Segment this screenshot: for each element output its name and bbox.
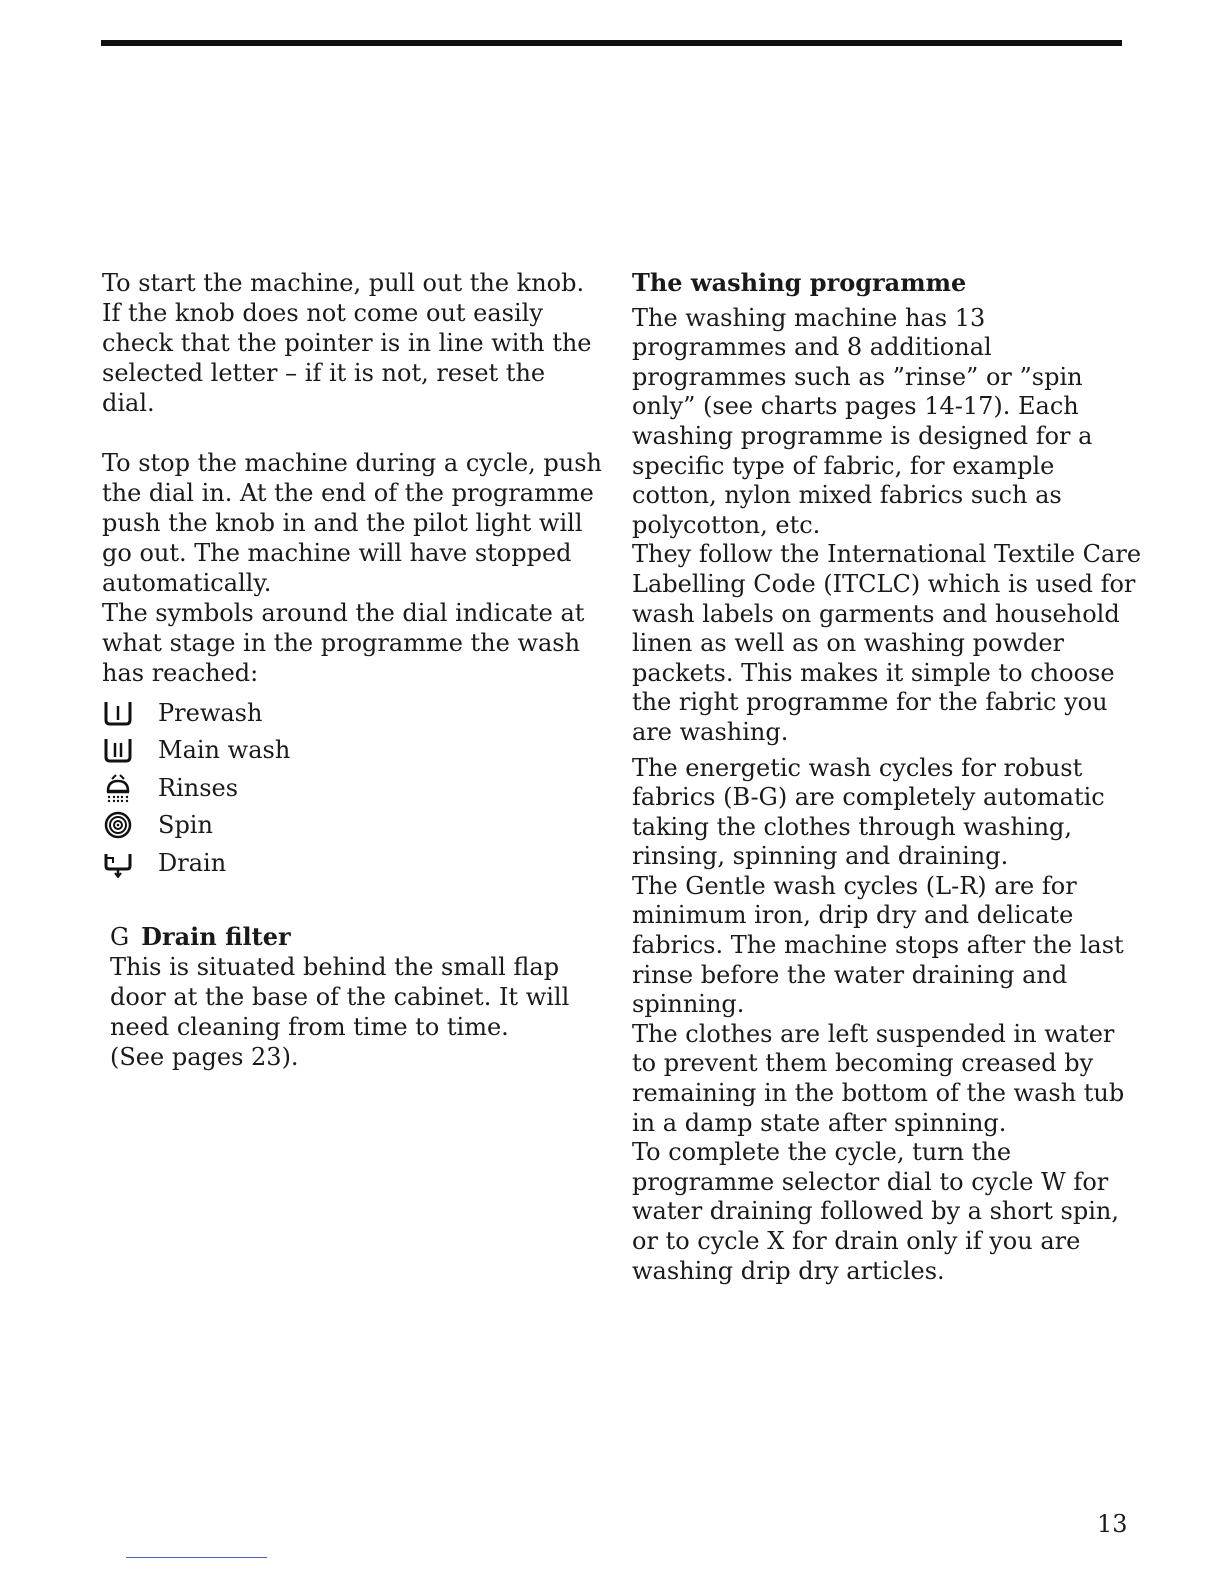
drain-filter-section (102, 922, 602, 1072)
main-wash-icon (102, 735, 142, 765)
programme-para-4: The Gentle wash cycles (L-R) are for minimum iron, drip dry and delicate fabrics. The machine stops after the last rinse before the water draining and spinning. (632, 871, 1124, 1019)
symbol-label: Prewash (158, 698, 263, 727)
para-stop: To stop the machine during a cycle, push the dial in. At the end of the programme push the knob in and the pilot light will go out. The machine will have stopped automatically. (102, 449, 603, 597)
page-number: 13 (1097, 1510, 1128, 1538)
symbol-spin (102, 807, 602, 845)
rinses-icon (102, 773, 142, 803)
programme-para-1: The washing machine has 13 programmes and 8 additional programmes such as ”rinse” or ”spin only” (see charts pages 14-17). Each washing programme is designed for a specific type of fabric, for example cotton, nylon mixed fabrics such as polycotton, etc. (632, 303, 1093, 539)
prewash-icon (102, 698, 142, 728)
bottom-rule (126, 1557, 267, 1558)
programme-para-2: They follow the International Textile Care Labelling Code (ITCLC) which is used for wash labels on garments and household linen as well as on washing powder packets. This makes it simple to choose the right programme for the fabric you are washing. (632, 540, 1142, 746)
programme-para-3: The energetic wash cycles for robust fabrics (B-G) are completely automatic taking the clothes through washing, rinsing, spinning and draining. (632, 753, 1105, 871)
symbol-rinses (102, 769, 602, 807)
top-rule (101, 40, 1122, 46)
drain-filter-letter: G (110, 922, 130, 951)
symbol-label: Main wash (158, 736, 291, 765)
drain-filter-text: This is situated behind the small flap door at the base of the cabinet. It will need cleaning from time to time. (110, 952, 570, 1041)
symbol-drain (102, 844, 602, 882)
drain-filter-reference: (See pages 23). (110, 1042, 299, 1071)
symbol-prewash (102, 694, 602, 732)
symbol-main-wash (102, 732, 602, 770)
drain-filter-title: Drain filter (141, 921, 291, 951)
programme-para-6: To complete the cycle, turn the programme selector dial to cycle W for water draining followed by a short spin, or to cycle X for drain only if you are washing drip dry articles. (632, 1138, 1119, 1285)
para-symbols: The symbols around the dial indicate at what stage in the programme the wash has reached: (102, 599, 585, 687)
symbol-label: Drain (158, 848, 227, 877)
washing-programme-heading: The washing programme (632, 268, 967, 297)
right-column (632, 268, 1142, 1286)
left-column (102, 268, 602, 1072)
symbol-label: Rinses (158, 773, 239, 802)
drain-filter-heading (110, 922, 602, 952)
spin-icon (102, 810, 142, 840)
symbol-label: Spin (158, 811, 213, 840)
drain-icon (102, 848, 142, 878)
para-start: To start the machine, pull out the knob. If the knob does not come out easily check that the pointer is in line with the selected letter – if it is not, reset the dial. (102, 269, 592, 417)
programme-para-5: The clothes are left suspended in water to prevent them becoming creased by remaining in the bottom of the wash tub in a damp state after spinning. (632, 1019, 1125, 1137)
symbol-list (102, 694, 602, 882)
